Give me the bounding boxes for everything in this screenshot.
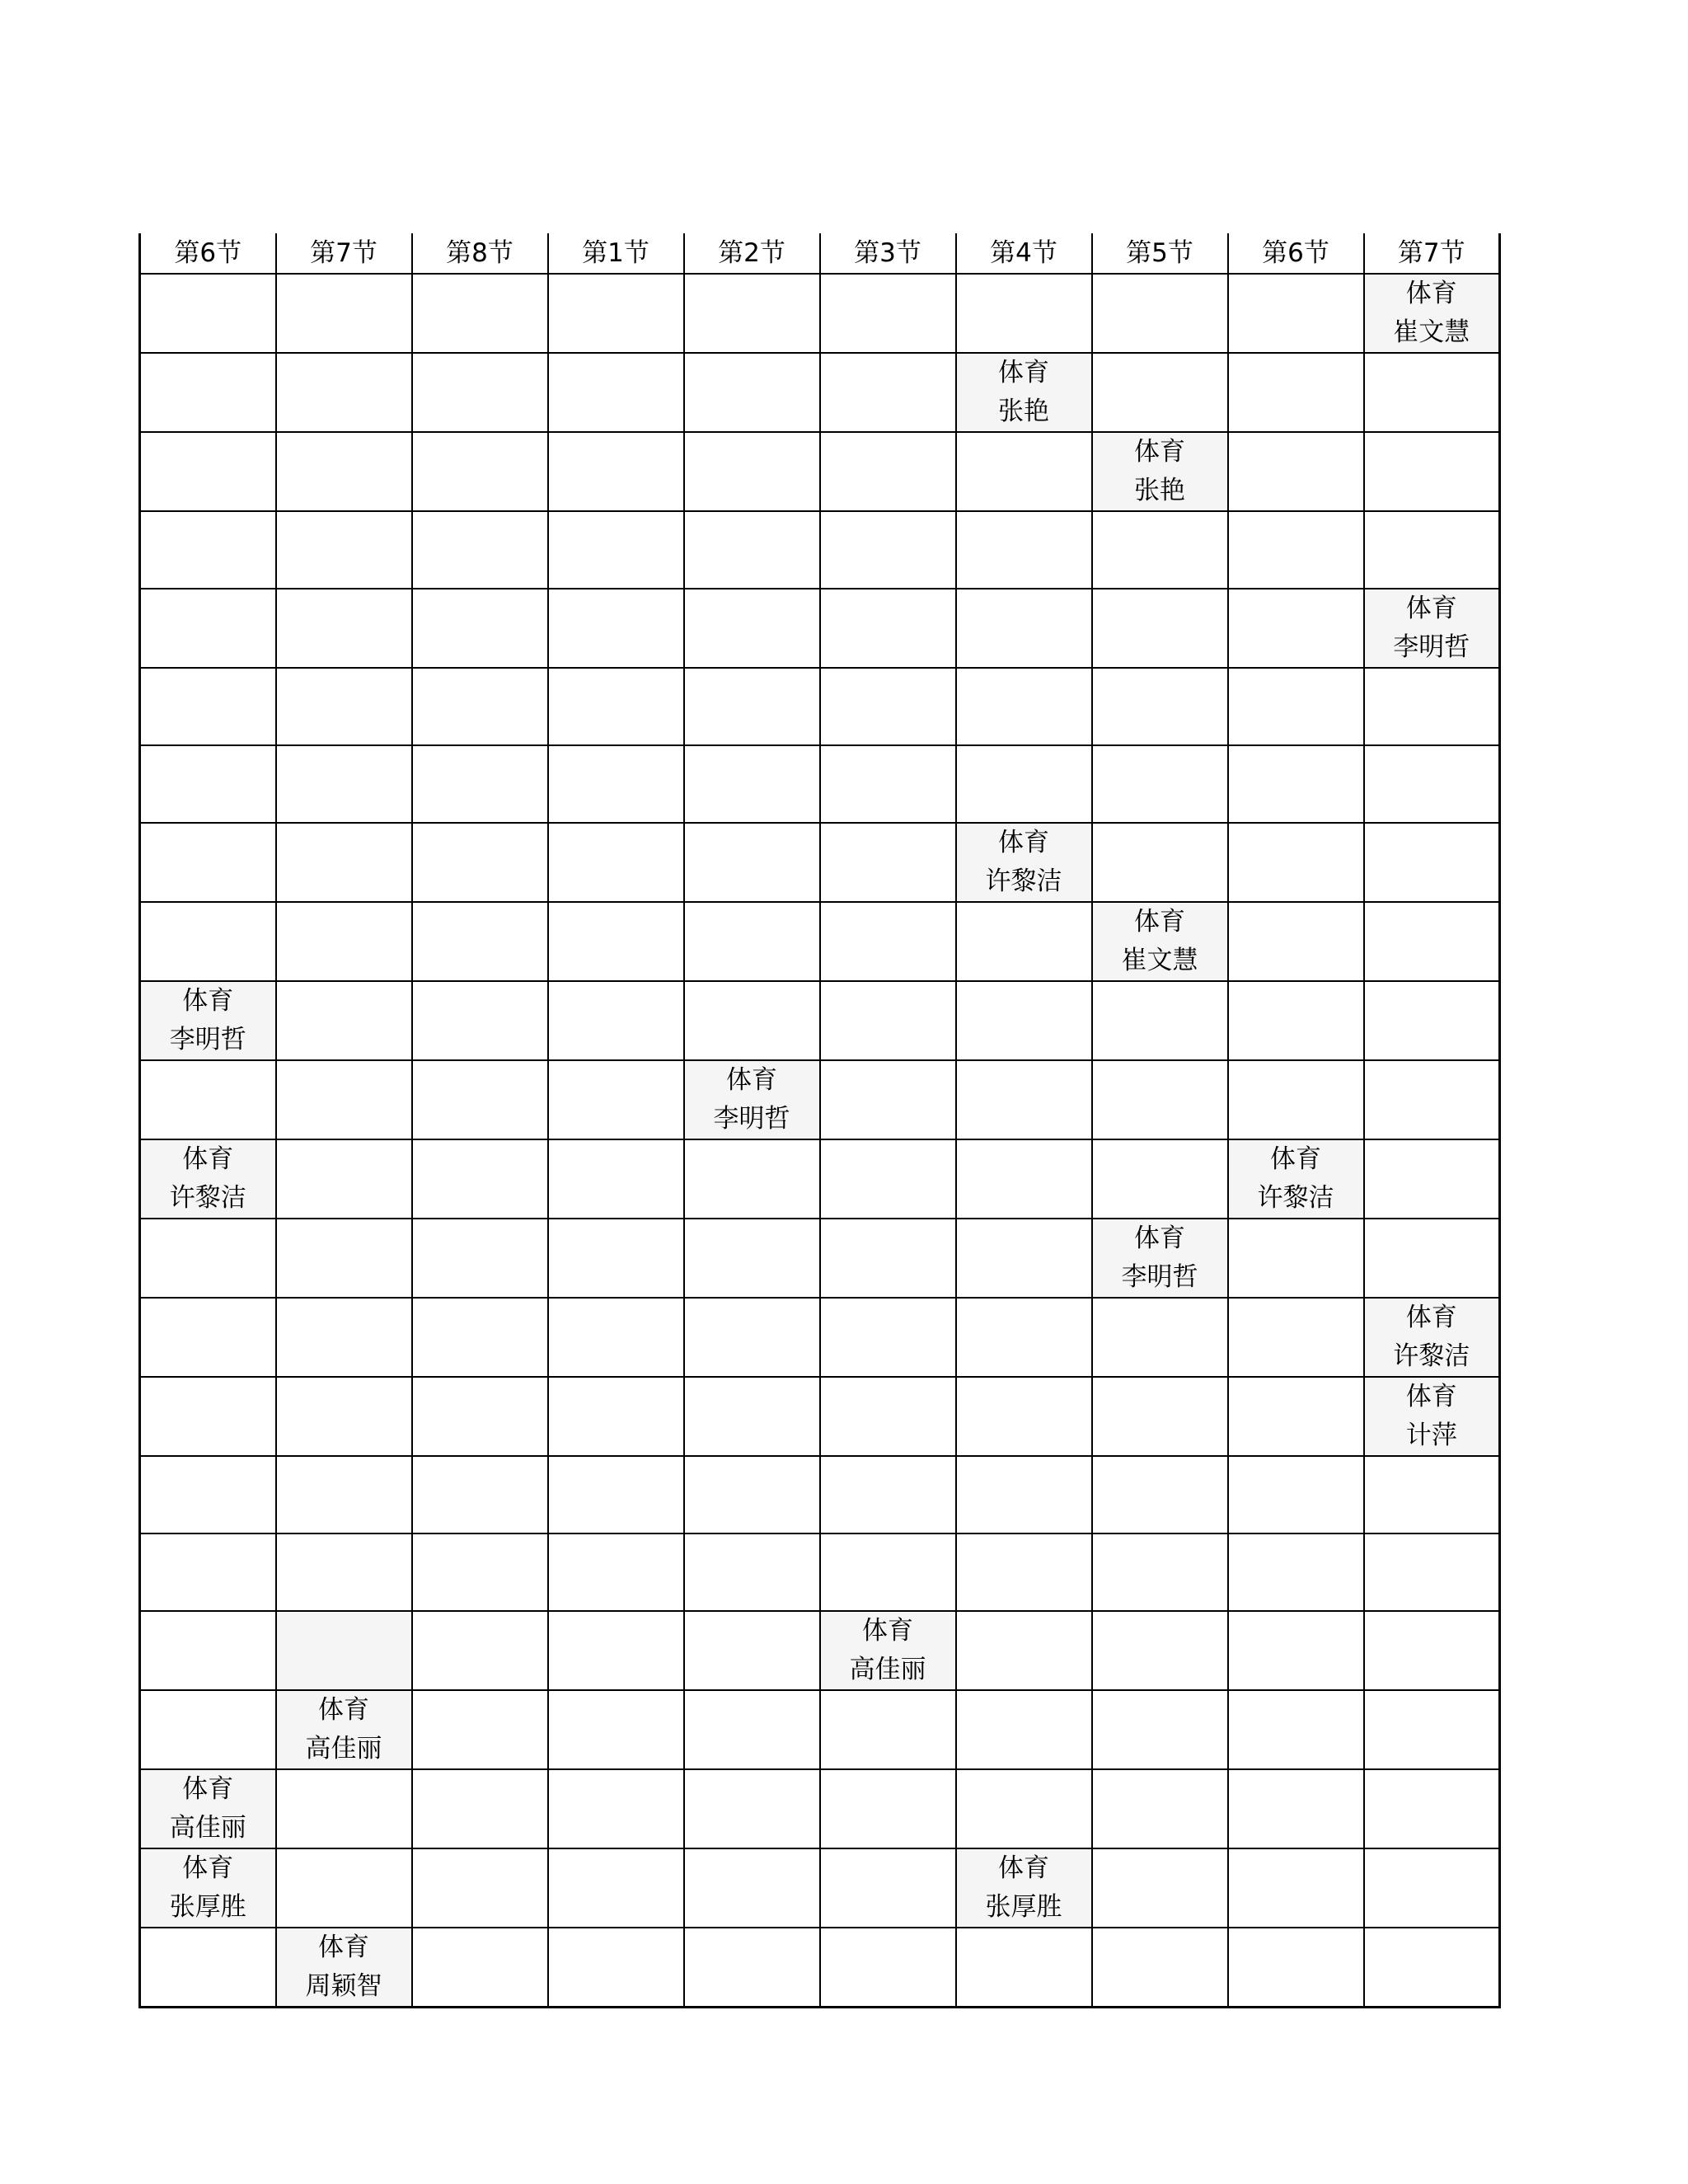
schedule-cell[interactable] — [1092, 1533, 1228, 1611]
table-row — [140, 1690, 1500, 1769]
schedule-cell[interactable] — [1364, 1139, 1500, 1219]
table-row — [140, 1533, 1500, 1611]
subject-label: 体育 — [1405, 279, 1457, 308]
schedule-cell[interactable] — [684, 1533, 820, 1611]
table-row — [140, 823, 1500, 902]
column-header: 第6节 — [140, 233, 276, 274]
subject-label: 体育 — [998, 828, 1049, 857]
schedule-cell[interactable] — [1092, 589, 1228, 668]
schedule-cell[interactable] — [956, 1219, 1092, 1298]
schedule-cell[interactable] — [1228, 981, 1364, 1060]
schedule-cell[interactable] — [684, 902, 820, 981]
schedule-cell[interactable] — [276, 823, 412, 902]
schedule-cell[interactable] — [140, 745, 276, 823]
schedule-cell[interactable] — [548, 1769, 684, 1848]
teacher-name: 高佳丽 — [849, 1655, 926, 1684]
schedule-cell[interactable] — [820, 432, 956, 511]
schedule-cell[interactable] — [1092, 1219, 1228, 1298]
subject-label: 体育 — [182, 1774, 234, 1804]
schedule-cell[interactable] — [412, 511, 548, 589]
schedule-cell[interactable] — [820, 823, 956, 902]
schedule-cell[interactable] — [1092, 1456, 1228, 1533]
schedule-cell[interactable] — [956, 1298, 1092, 1377]
column-header: 第4节 — [956, 233, 1092, 274]
table-row — [140, 1219, 1500, 1298]
table-row — [140, 1060, 1500, 1139]
schedule-cell[interactable] — [412, 1928, 548, 2008]
schedule-cell[interactable] — [1092, 1377, 1228, 1456]
schedule-cell[interactable] — [276, 274, 412, 353]
schedule-cell[interactable] — [956, 589, 1092, 668]
teacher-name: 李明哲 — [169, 1025, 246, 1054]
schedule-cell[interactable] — [1092, 981, 1228, 1060]
table-row — [140, 1848, 1500, 1928]
table-row — [140, 668, 1500, 745]
teacher-name: 李明哲 — [713, 1104, 790, 1134]
schedule-cell[interactable] — [1364, 668, 1500, 745]
schedule-cell[interactable] — [140, 353, 276, 432]
schedule-cell[interactable] — [820, 1060, 956, 1139]
schedule-cell[interactable] — [956, 745, 1092, 823]
schedule-cell[interactable] — [412, 1139, 548, 1219]
schedule-cell[interactable] — [412, 902, 548, 981]
schedule-cell[interactable] — [1364, 1533, 1500, 1611]
schedule-cell[interactable] — [956, 668, 1092, 745]
schedule-cell[interactable] — [1092, 1928, 1228, 2008]
schedule-cell[interactable] — [140, 274, 276, 353]
schedule-cell[interactable] — [412, 353, 548, 432]
schedule-cell[interactable] — [140, 1611, 276, 1690]
teacher-name: 高佳丽 — [169, 1813, 246, 1843]
schedule-cell[interactable] — [1092, 432, 1228, 511]
schedule-cell[interactable] — [412, 823, 548, 902]
schedule-cell[interactable] — [276, 1928, 412, 2008]
teacher-name: 张艳 — [998, 397, 1049, 426]
subject-label: 体育 — [182, 986, 234, 1016]
subject-label: 体育 — [1134, 1224, 1185, 1253]
schedule-cell[interactable] — [140, 1928, 276, 2008]
table-row — [140, 745, 1500, 823]
schedule-cell[interactable] — [276, 1456, 412, 1533]
teacher-name: 崔文慧 — [1393, 317, 1470, 347]
schedule-cell[interactable] — [956, 1769, 1092, 1848]
schedule-cell[interactable] — [684, 1928, 820, 2008]
column-header: 第8节 — [412, 233, 548, 274]
schedule-cell[interactable] — [140, 1060, 276, 1139]
schedule-cell[interactable] — [412, 1456, 548, 1533]
schedule-cell[interactable] — [1092, 511, 1228, 589]
subject-label: 体育 — [1270, 1144, 1321, 1174]
schedule-cell[interactable] — [140, 981, 276, 1060]
schedule-cell[interactable] — [276, 353, 412, 432]
schedule-cell[interactable] — [548, 1928, 684, 2008]
schedule-body — [140, 274, 1500, 2008]
schedule-cell[interactable] — [548, 1060, 684, 1139]
schedule-cell[interactable] — [412, 1060, 548, 1139]
schedule-cell[interactable] — [548, 1456, 684, 1533]
subject-label: 体育 — [998, 1853, 1049, 1883]
schedule-cell[interactable] — [140, 432, 276, 511]
schedule-cell[interactable] — [1092, 1769, 1228, 1848]
schedule-cell[interactable] — [1228, 1298, 1364, 1377]
schedule-cell[interactable] — [1364, 432, 1500, 511]
schedule-cell[interactable] — [1228, 902, 1364, 981]
schedule-cell[interactable] — [1092, 353, 1228, 432]
schedule-cell[interactable] — [548, 432, 684, 511]
schedule-table — [138, 233, 1501, 2008]
schedule-cell[interactable] — [1092, 1298, 1228, 1377]
subject-label: 体育 — [182, 1144, 234, 1174]
subject-label: 体育 — [726, 1065, 777, 1095]
schedule-cell[interactable] — [548, 1848, 684, 1928]
schedule-cell[interactable] — [1228, 1848, 1364, 1928]
schedule-cell[interactable] — [820, 1456, 956, 1533]
schedule-cell[interactable] — [956, 1377, 1092, 1456]
teacher-name: 许黎洁 — [1393, 1341, 1470, 1371]
schedule-cell[interactable] — [684, 1690, 820, 1769]
schedule-cell[interactable] — [684, 1377, 820, 1456]
table-row — [140, 353, 1500, 432]
schedule-cell[interactable] — [684, 511, 820, 589]
header-row — [140, 233, 1500, 274]
schedule-cell[interactable] — [956, 1848, 1092, 1928]
schedule-cell[interactable] — [548, 1298, 684, 1377]
schedule-cell[interactable] — [820, 589, 956, 668]
schedule-cell[interactable] — [548, 745, 684, 823]
schedule-cell[interactable] — [1092, 745, 1228, 823]
teacher-name: 周颖智 — [305, 1971, 382, 2001]
schedule-cell[interactable] — [276, 1769, 412, 1848]
schedule-cell[interactable] — [820, 1139, 956, 1219]
schedule-cell[interactable] — [684, 745, 820, 823]
schedule-cell[interactable] — [1364, 981, 1500, 1060]
schedule-cell[interactable] — [956, 353, 1092, 432]
schedule-cell[interactable] — [548, 589, 684, 668]
schedule-cell[interactable] — [956, 1533, 1092, 1611]
teacher-name: 计萍 — [1405, 1421, 1457, 1450]
schedule-cell[interactable] — [276, 1219, 412, 1298]
schedule-cell[interactable] — [684, 1456, 820, 1533]
schedule-cell[interactable] — [1228, 1377, 1364, 1456]
schedule-cell[interactable] — [1092, 1139, 1228, 1219]
schedule-cell[interactable] — [956, 1456, 1092, 1533]
schedule-cell[interactable] — [684, 823, 820, 902]
schedule-cell[interactable] — [276, 432, 412, 511]
schedule-cell[interactable] — [820, 1219, 956, 1298]
schedule-cell[interactable] — [548, 902, 684, 981]
schedule-cell[interactable] — [412, 1848, 548, 1928]
schedule-cell[interactable] — [684, 1848, 820, 1928]
schedule-cell[interactable] — [1364, 1060, 1500, 1139]
teacher-name: 张厚胜 — [985, 1892, 1062, 1922]
schedule-cell[interactable] — [412, 745, 548, 823]
schedule-cell[interactable] — [956, 432, 1092, 511]
schedule-cell[interactable] — [412, 432, 548, 511]
subject-label: 体育 — [182, 1853, 234, 1883]
schedule-cell[interactable] — [956, 1611, 1092, 1690]
schedule-cell[interactable] — [820, 668, 956, 745]
schedule-cell[interactable] — [1364, 1456, 1500, 1533]
schedule-cell[interactable] — [1228, 745, 1364, 823]
schedule-cell[interactable] — [140, 668, 276, 745]
schedule-cell[interactable] — [1228, 589, 1364, 668]
schedule-cell[interactable] — [140, 511, 276, 589]
subject-label: 体育 — [1134, 907, 1185, 937]
schedule-cell[interactable] — [1228, 823, 1364, 902]
table-row — [140, 1611, 1500, 1690]
teacher-name: 许黎洁 — [169, 1183, 246, 1213]
schedule-cell[interactable] — [548, 274, 684, 353]
schedule-cell[interactable] — [820, 981, 956, 1060]
subject-label: 体育 — [1405, 1382, 1457, 1411]
schedule-cell[interactable] — [140, 902, 276, 981]
schedule-cell[interactable] — [412, 589, 548, 668]
schedule-cell[interactable] — [276, 511, 412, 589]
schedule-cell[interactable] — [412, 1533, 548, 1611]
schedule-cell[interactable] — [548, 668, 684, 745]
schedule-cell[interactable] — [1092, 1611, 1228, 1690]
column-header: 第2节 — [684, 233, 820, 274]
schedule-cell[interactable] — [956, 1060, 1092, 1139]
schedule-cell[interactable] — [140, 1769, 276, 1848]
schedule-cell[interactable] — [956, 274, 1092, 353]
column-header: 第5节 — [1092, 233, 1228, 274]
schedule-cell[interactable] — [1092, 902, 1228, 981]
subject-label: 体育 — [318, 1695, 369, 1725]
schedule-cell[interactable] — [684, 1611, 820, 1690]
schedule-cell[interactable] — [412, 668, 548, 745]
table-row — [140, 981, 1500, 1060]
schedule-cell[interactable] — [412, 1769, 548, 1848]
schedule-cell[interactable] — [1364, 1219, 1500, 1298]
schedule-cell[interactable] — [140, 1139, 276, 1219]
schedule-cell[interactable] — [1092, 1690, 1228, 1769]
schedule-cell[interactable] — [276, 1377, 412, 1456]
schedule-cell[interactable] — [548, 353, 684, 432]
schedule-cell[interactable] — [140, 589, 276, 668]
subject-label: 体育 — [862, 1616, 913, 1646]
schedule-cell[interactable] — [1092, 1060, 1228, 1139]
schedule-cell[interactable] — [956, 1690, 1092, 1769]
column-header: 第7节 — [276, 233, 412, 274]
schedule-cell[interactable] — [1228, 668, 1364, 745]
schedule-cell[interactable] — [1364, 902, 1500, 981]
schedule-cell[interactable] — [1364, 1377, 1500, 1456]
schedule-cell[interactable] — [140, 1533, 276, 1611]
schedule-cell[interactable] — [820, 1298, 956, 1377]
teacher-name: 许黎洁 — [985, 867, 1062, 896]
schedule-cell[interactable] — [1364, 745, 1500, 823]
schedule-cell[interactable] — [412, 1298, 548, 1377]
schedule-cell[interactable] — [276, 902, 412, 981]
schedule-cell[interactable] — [1364, 511, 1500, 589]
schedule-cell[interactable] — [820, 902, 956, 981]
schedule-cell[interactable] — [684, 1219, 820, 1298]
schedule-cell[interactable] — [140, 1456, 276, 1533]
schedule-cell[interactable] — [820, 745, 956, 823]
schedule-cell[interactable] — [956, 511, 1092, 589]
schedule-cell[interactable] — [684, 353, 820, 432]
schedule-cell[interactable] — [276, 1690, 412, 1769]
schedule-cell[interactable] — [140, 823, 276, 902]
schedule-cell[interactable] — [956, 823, 1092, 902]
schedule-cell[interactable] — [1228, 1769, 1364, 1848]
schedule-cell[interactable] — [684, 668, 820, 745]
schedule-cell[interactable] — [412, 981, 548, 1060]
schedule-cell[interactable] — [820, 1848, 956, 1928]
schedule-cell[interactable] — [412, 274, 548, 353]
schedule-cell[interactable] — [1092, 668, 1228, 745]
schedule-cell[interactable] — [1364, 589, 1500, 668]
schedule-cell[interactable] — [684, 1060, 820, 1139]
schedule-cell[interactable] — [276, 1298, 412, 1377]
table-row — [140, 1139, 1500, 1219]
schedule-cell[interactable] — [548, 511, 684, 589]
table-row — [140, 1377, 1500, 1456]
schedule-cell[interactable] — [276, 1060, 412, 1139]
schedule-cell[interactable] — [548, 1533, 684, 1611]
schedule-cell[interactable] — [276, 981, 412, 1060]
schedule-cell[interactable] — [140, 1690, 276, 1769]
schedule-cell[interactable] — [276, 1848, 412, 1928]
teacher-name: 李明哲 — [1393, 632, 1470, 662]
subject-label: 体育 — [318, 1933, 369, 1962]
schedule-cell[interactable] — [820, 1690, 956, 1769]
schedule-cell[interactable] — [684, 1769, 820, 1848]
schedule-cell[interactable] — [1228, 1139, 1364, 1219]
table-row — [140, 274, 1500, 353]
schedule-cell[interactable] — [276, 745, 412, 823]
schedule-cell[interactable] — [820, 1769, 956, 1848]
schedule-cell[interactable] — [1228, 511, 1364, 589]
schedule-cell[interactable] — [412, 1377, 548, 1456]
schedule-cell[interactable] — [1364, 1298, 1500, 1377]
subject-label: 体育 — [1405, 594, 1457, 623]
schedule-cell[interactable] — [1364, 1848, 1500, 1928]
table-row — [140, 1298, 1500, 1377]
schedule-cell[interactable] — [140, 1848, 276, 1928]
table-row — [140, 902, 1500, 981]
column-header: 第1节 — [548, 233, 684, 274]
schedule-cell[interactable] — [820, 1533, 956, 1611]
schedule-cell[interactable] — [1364, 274, 1500, 353]
schedule-cell[interactable] — [412, 1690, 548, 1769]
subject-label: 体育 — [998, 358, 1049, 387]
schedule-cell[interactable] — [956, 1139, 1092, 1219]
table-row — [140, 1456, 1500, 1533]
table-row — [140, 1928, 1500, 2008]
schedule-cell[interactable] — [140, 1377, 276, 1456]
schedule-cell[interactable] — [1092, 1848, 1228, 1928]
schedule-cell[interactable] — [820, 1611, 956, 1690]
schedule-cell[interactable] — [1364, 1769, 1500, 1848]
schedule-cell[interactable] — [1228, 353, 1364, 432]
schedule-cell[interactable] — [548, 1219, 684, 1298]
schedule-cell[interactable] — [548, 1611, 684, 1690]
schedule-cell[interactable] — [412, 1219, 548, 1298]
teacher-name: 李明哲 — [1121, 1262, 1198, 1292]
schedule-cell[interactable] — [684, 1139, 820, 1219]
schedule-cell[interactable] — [820, 1928, 956, 2008]
schedule-cell[interactable] — [140, 1219, 276, 1298]
teacher-name: 高佳丽 — [305, 1734, 382, 1764]
schedule-cell[interactable] — [820, 353, 956, 432]
subject-label: 体育 — [1405, 1303, 1457, 1332]
schedule-cell[interactable] — [276, 1533, 412, 1611]
schedule-cell[interactable] — [956, 981, 1092, 1060]
schedule-cell[interactable] — [956, 902, 1092, 981]
schedule-cell[interactable] — [1092, 823, 1228, 902]
column-header: 第3节 — [820, 233, 956, 274]
teacher-name: 许黎洁 — [1257, 1183, 1334, 1213]
schedule-cell[interactable] — [1364, 1690, 1500, 1769]
schedule-cell[interactable] — [140, 1298, 276, 1377]
schedule-cell[interactable] — [276, 1139, 412, 1219]
schedule-cell[interactable] — [1364, 353, 1500, 432]
schedule-cell[interactable] — [1228, 1060, 1364, 1139]
schedule-cell[interactable] — [1228, 1928, 1364, 2008]
schedule-cell[interactable] — [684, 432, 820, 511]
teacher-name: 崔文慧 — [1121, 946, 1198, 975]
table-row — [140, 589, 1500, 668]
schedule-cell[interactable] — [548, 823, 684, 902]
table-row — [140, 1769, 1500, 1848]
schedule-cell[interactable] — [684, 981, 820, 1060]
schedule-cell[interactable] — [548, 1377, 684, 1456]
teacher-name: 张艳 — [1134, 476, 1185, 505]
schedule-cell[interactable] — [1364, 1611, 1500, 1690]
table-row — [140, 432, 1500, 511]
schedule-cell[interactable] — [548, 1139, 684, 1219]
schedule-cell[interactable] — [276, 589, 412, 668]
schedule-cell[interactable] — [820, 511, 956, 589]
schedule-cell[interactable] — [1228, 1533, 1364, 1611]
schedule-cell[interactable] — [820, 274, 956, 353]
schedule-cell[interactable] — [956, 1928, 1092, 2008]
schedule-cell[interactable] — [1228, 1219, 1364, 1298]
schedule-cell[interactable] — [684, 1298, 820, 1377]
schedule-cell[interactable] — [684, 274, 820, 353]
table-row — [140, 511, 1500, 589]
schedule-cell[interactable] — [276, 1611, 412, 1690]
schedule-cell[interactable] — [684, 589, 820, 668]
schedule-cell[interactable] — [1228, 432, 1364, 511]
schedule-cell[interactable] — [548, 981, 684, 1060]
column-header: 第7节 — [1364, 233, 1500, 274]
schedule-cell[interactable] — [1092, 274, 1228, 353]
schedule-cell[interactable] — [412, 1611, 548, 1690]
schedule-cell[interactable] — [1228, 1690, 1364, 1769]
schedule-cell[interactable] — [1364, 1928, 1500, 2008]
schedule-cell[interactable] — [1228, 274, 1364, 353]
schedule-cell[interactable] — [1228, 1456, 1364, 1533]
schedule-cell[interactable] — [1364, 823, 1500, 902]
schedule-cell[interactable] — [1228, 1611, 1364, 1690]
subject-label: 体育 — [1134, 437, 1185, 467]
schedule-cell[interactable] — [820, 1377, 956, 1456]
column-header: 第6节 — [1228, 233, 1364, 274]
teacher-name: 张厚胜 — [169, 1892, 246, 1922]
schedule-cell[interactable] — [548, 1690, 684, 1769]
schedule-cell[interactable] — [276, 668, 412, 745]
